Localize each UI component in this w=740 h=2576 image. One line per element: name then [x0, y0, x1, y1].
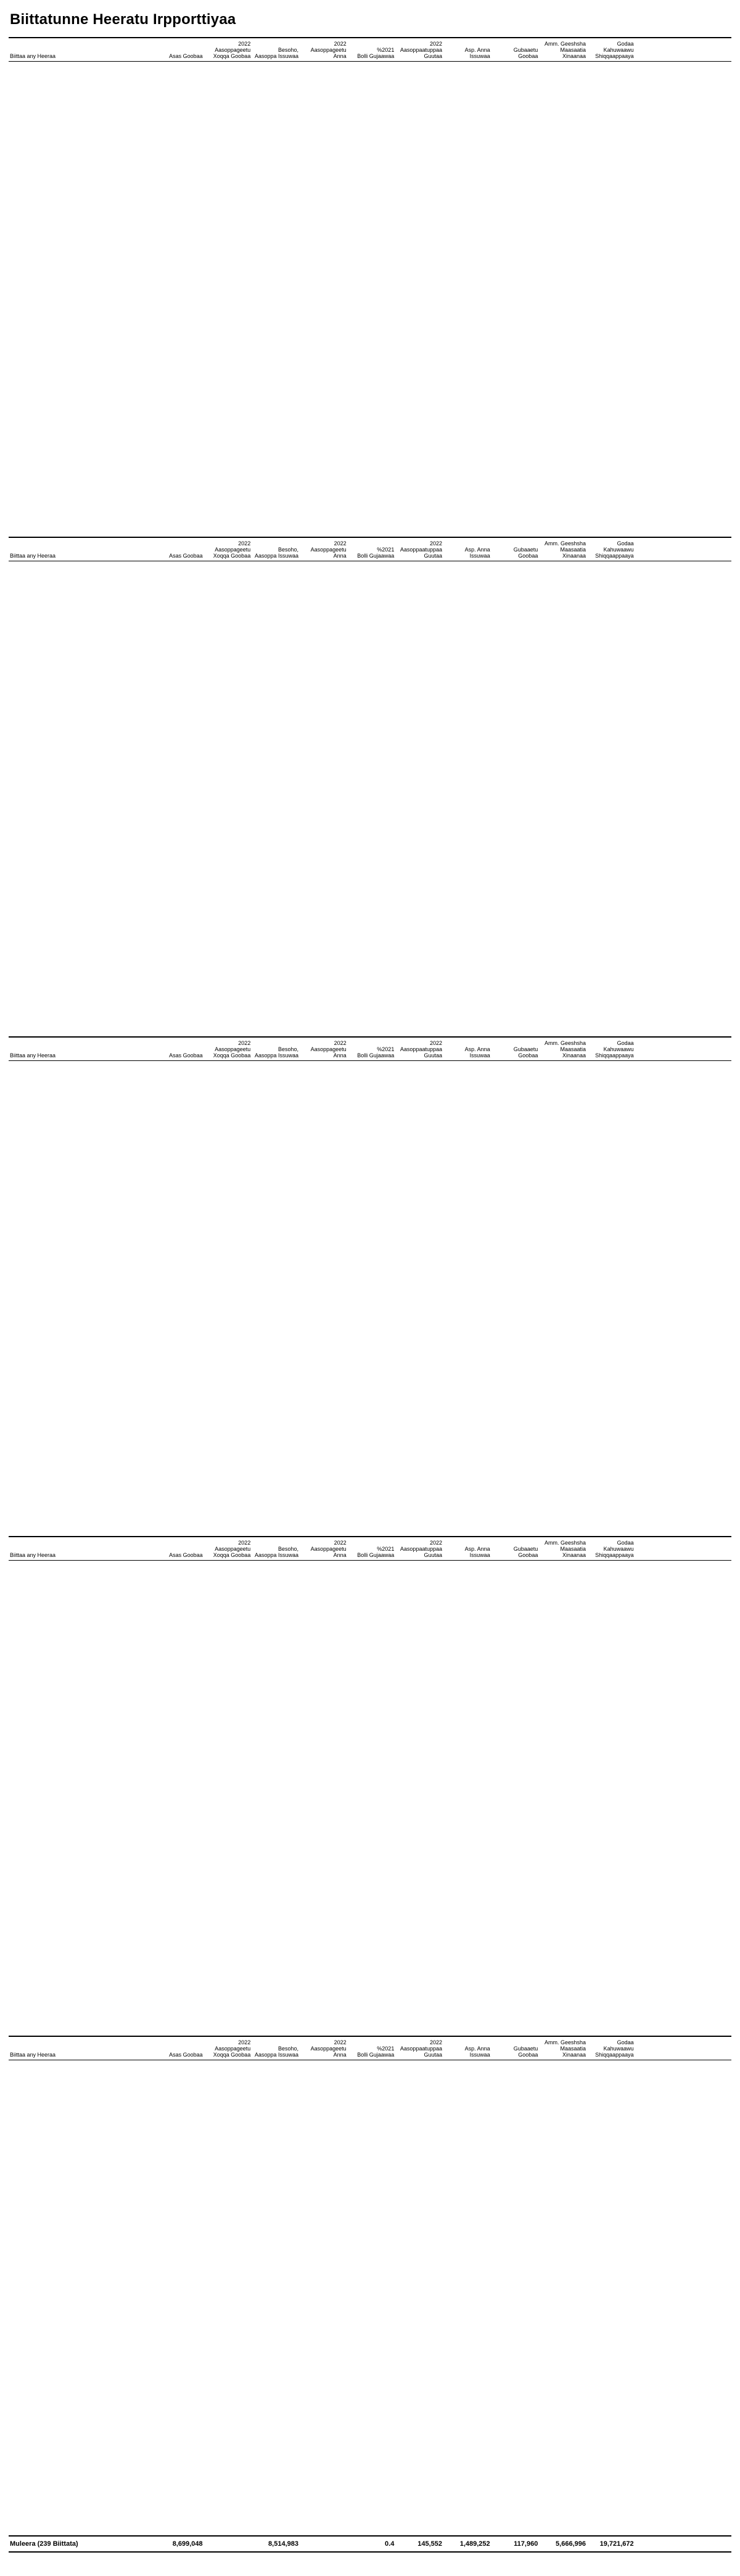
column-header: 2022 Aasoppageetu Anna [310, 1040, 347, 1059]
table-section [9, 537, 731, 1018]
column-header: 2022 Aasoppaatuppaa Guutaa [400, 1540, 442, 1558]
column-header: Besoho, Aasoppa Issuwaa [254, 1546, 298, 1558]
column-header: Asas Goobaa [169, 553, 203, 559]
total-c7: 1,489,252 [459, 2540, 490, 2548]
column-header: %2021 Bolli Gujaawaa [357, 1546, 395, 1558]
table-header [9, 1537, 731, 1561]
column-header: Besoho, Aasoppa Issuwaa [254, 547, 298, 559]
column-header: Asp. Anna Issuwaa [464, 47, 490, 59]
table-section [9, 37, 731, 518]
table-header [9, 1038, 731, 1061]
total-c12 [683, 2540, 731, 2548]
total-label: Muleera (239 Biittata) [10, 2540, 78, 2548]
column-header: Gubaaetu Goobaa [513, 1046, 538, 1059]
total-c9: 5,666,996 [556, 2540, 586, 2548]
column-header: Godaa Kahuwaawu Shiqqaappaaya [595, 2039, 634, 2058]
column-header: 2022 Aasoppageetu Anna [310, 41, 347, 59]
column-header: Asas Goobaa [169, 1052, 203, 1059]
table-body [9, 561, 731, 1018]
column-header: Godaa Kahuwaawu Shiqqaappaaya [595, 1040, 634, 1059]
column-header: Besoho, Aasoppa Issuwaa [254, 1046, 298, 1059]
table-section [9, 1036, 731, 1517]
total-c8: 117,960 [514, 2540, 538, 2548]
column-header: Amm. Geeshsha Maasaatia Xinaanaa [544, 540, 586, 559]
column-header: Amm. Geeshsha Maasaatia Xinaanaa [544, 1540, 586, 1558]
column-header: 2022 Aasoppageetu Xoqqa Goobaa [213, 1040, 251, 1059]
table-body [9, 1061, 731, 1517]
column-header: %2021 Bolli Gujaawaa [357, 47, 395, 59]
column-header: 2022 Aasoppageetu Xoqqa Goobaa [213, 2039, 251, 2058]
column-header: 2022 Aasoppageetu Anna [310, 540, 347, 559]
column-header: Asas Goobaa [169, 1552, 203, 1558]
column-header: Biittaa any Heeraa [10, 2052, 56, 2058]
column-header: Asas Goobaa [169, 2052, 203, 2058]
total-c2 [205, 2540, 253, 2548]
total-c3: 8,514,983 [268, 2540, 298, 2548]
table-body [9, 2060, 731, 2517]
column-header: Amm. Geeshsha Maasaatia Xinaanaa [544, 2039, 586, 2058]
sections-container [9, 37, 731, 2517]
column-header: Besoho, Aasoppa Issuwaa [254, 2046, 298, 2058]
table-body [9, 62, 731, 518]
total-c4 [300, 2540, 348, 2548]
page-title: Biittatunne Heeratu Irpporttiyaa [10, 11, 236, 28]
column-header: Besoho, Aasoppa Issuwaa [254, 47, 298, 59]
column-header: 2022 Aasoppageetu Xoqqa Goobaa [213, 1540, 251, 1558]
column-header: 2022 Aasoppageetu Xoqqa Goobaa [213, 41, 251, 59]
column-header: Godaa Kahuwaawu Shiqqaappaaya [595, 540, 634, 559]
column-header: Godaa Kahuwaawu Shiqqaappaaya [595, 41, 634, 59]
column-header: %2021 Bolli Gujaawaa [357, 547, 395, 559]
column-header: Asp. Anna Issuwaa [464, 2046, 490, 2058]
column-header: Gubaaetu Goobaa [513, 47, 538, 59]
grand-total-row [9, 2535, 731, 2553]
total-c10: 19,721,672 [599, 2540, 634, 2548]
column-header: Biittaa any Heeraa [10, 553, 56, 559]
column-header: Asp. Anna Issuwaa [464, 547, 490, 559]
table-header [9, 38, 731, 62]
total-c11 [636, 2540, 684, 2548]
table-section [9, 2036, 731, 2517]
column-header: 2022 Aasoppageetu Anna [310, 1540, 347, 1558]
table-section [9, 1536, 731, 2017]
column-header: Gubaaetu Goobaa [513, 1546, 538, 1558]
column-header: %2021 Bolli Gujaawaa [357, 2046, 395, 2058]
column-header: Asas Goobaa [169, 53, 203, 59]
total-c5: 0.4 [385, 2540, 395, 2548]
column-header: 2022 Aasoppaatuppaa Guutaa [400, 2039, 442, 2058]
column-header: Amm. Geeshsha Maasaatia Xinaanaa [544, 41, 586, 59]
column-header: 2022 Aasoppaatuppaa Guutaa [400, 1040, 442, 1059]
column-header: Asp. Anna Issuwaa [464, 1046, 490, 1059]
column-header: Asp. Anna Issuwaa [464, 1546, 490, 1558]
column-header: Godaa Kahuwaawu Shiqqaappaaya [595, 1540, 634, 1558]
column-header: 2022 Aasoppaatuppaa Guutaa [400, 540, 442, 559]
column-header: Biittaa any Heeraa [10, 1052, 56, 1059]
column-header: 2022 Aasoppaatuppaa Guutaa [400, 41, 442, 59]
column-header: 2022 Aasoppageetu Anna [310, 2039, 347, 2058]
column-header: Gubaaetu Goobaa [513, 547, 538, 559]
total-c6: 145,552 [417, 2540, 442, 2548]
column-header: Gubaaetu Goobaa [513, 2046, 538, 2058]
column-header: 2022 Aasoppageetu Xoqqa Goobaa [213, 540, 251, 559]
total-c1: 8,699,048 [172, 2540, 203, 2548]
column-header: Amm. Geeshsha Maasaatia Xinaanaa [544, 1040, 586, 1059]
column-header: Biittaa any Heeraa [10, 53, 56, 59]
column-header: %2021 Bolli Gujaawaa [357, 1046, 395, 1059]
table-header [9, 2037, 731, 2060]
table-header [9, 538, 731, 561]
table-body [9, 1561, 731, 2017]
column-header: Biittaa any Heeraa [10, 1552, 56, 1558]
